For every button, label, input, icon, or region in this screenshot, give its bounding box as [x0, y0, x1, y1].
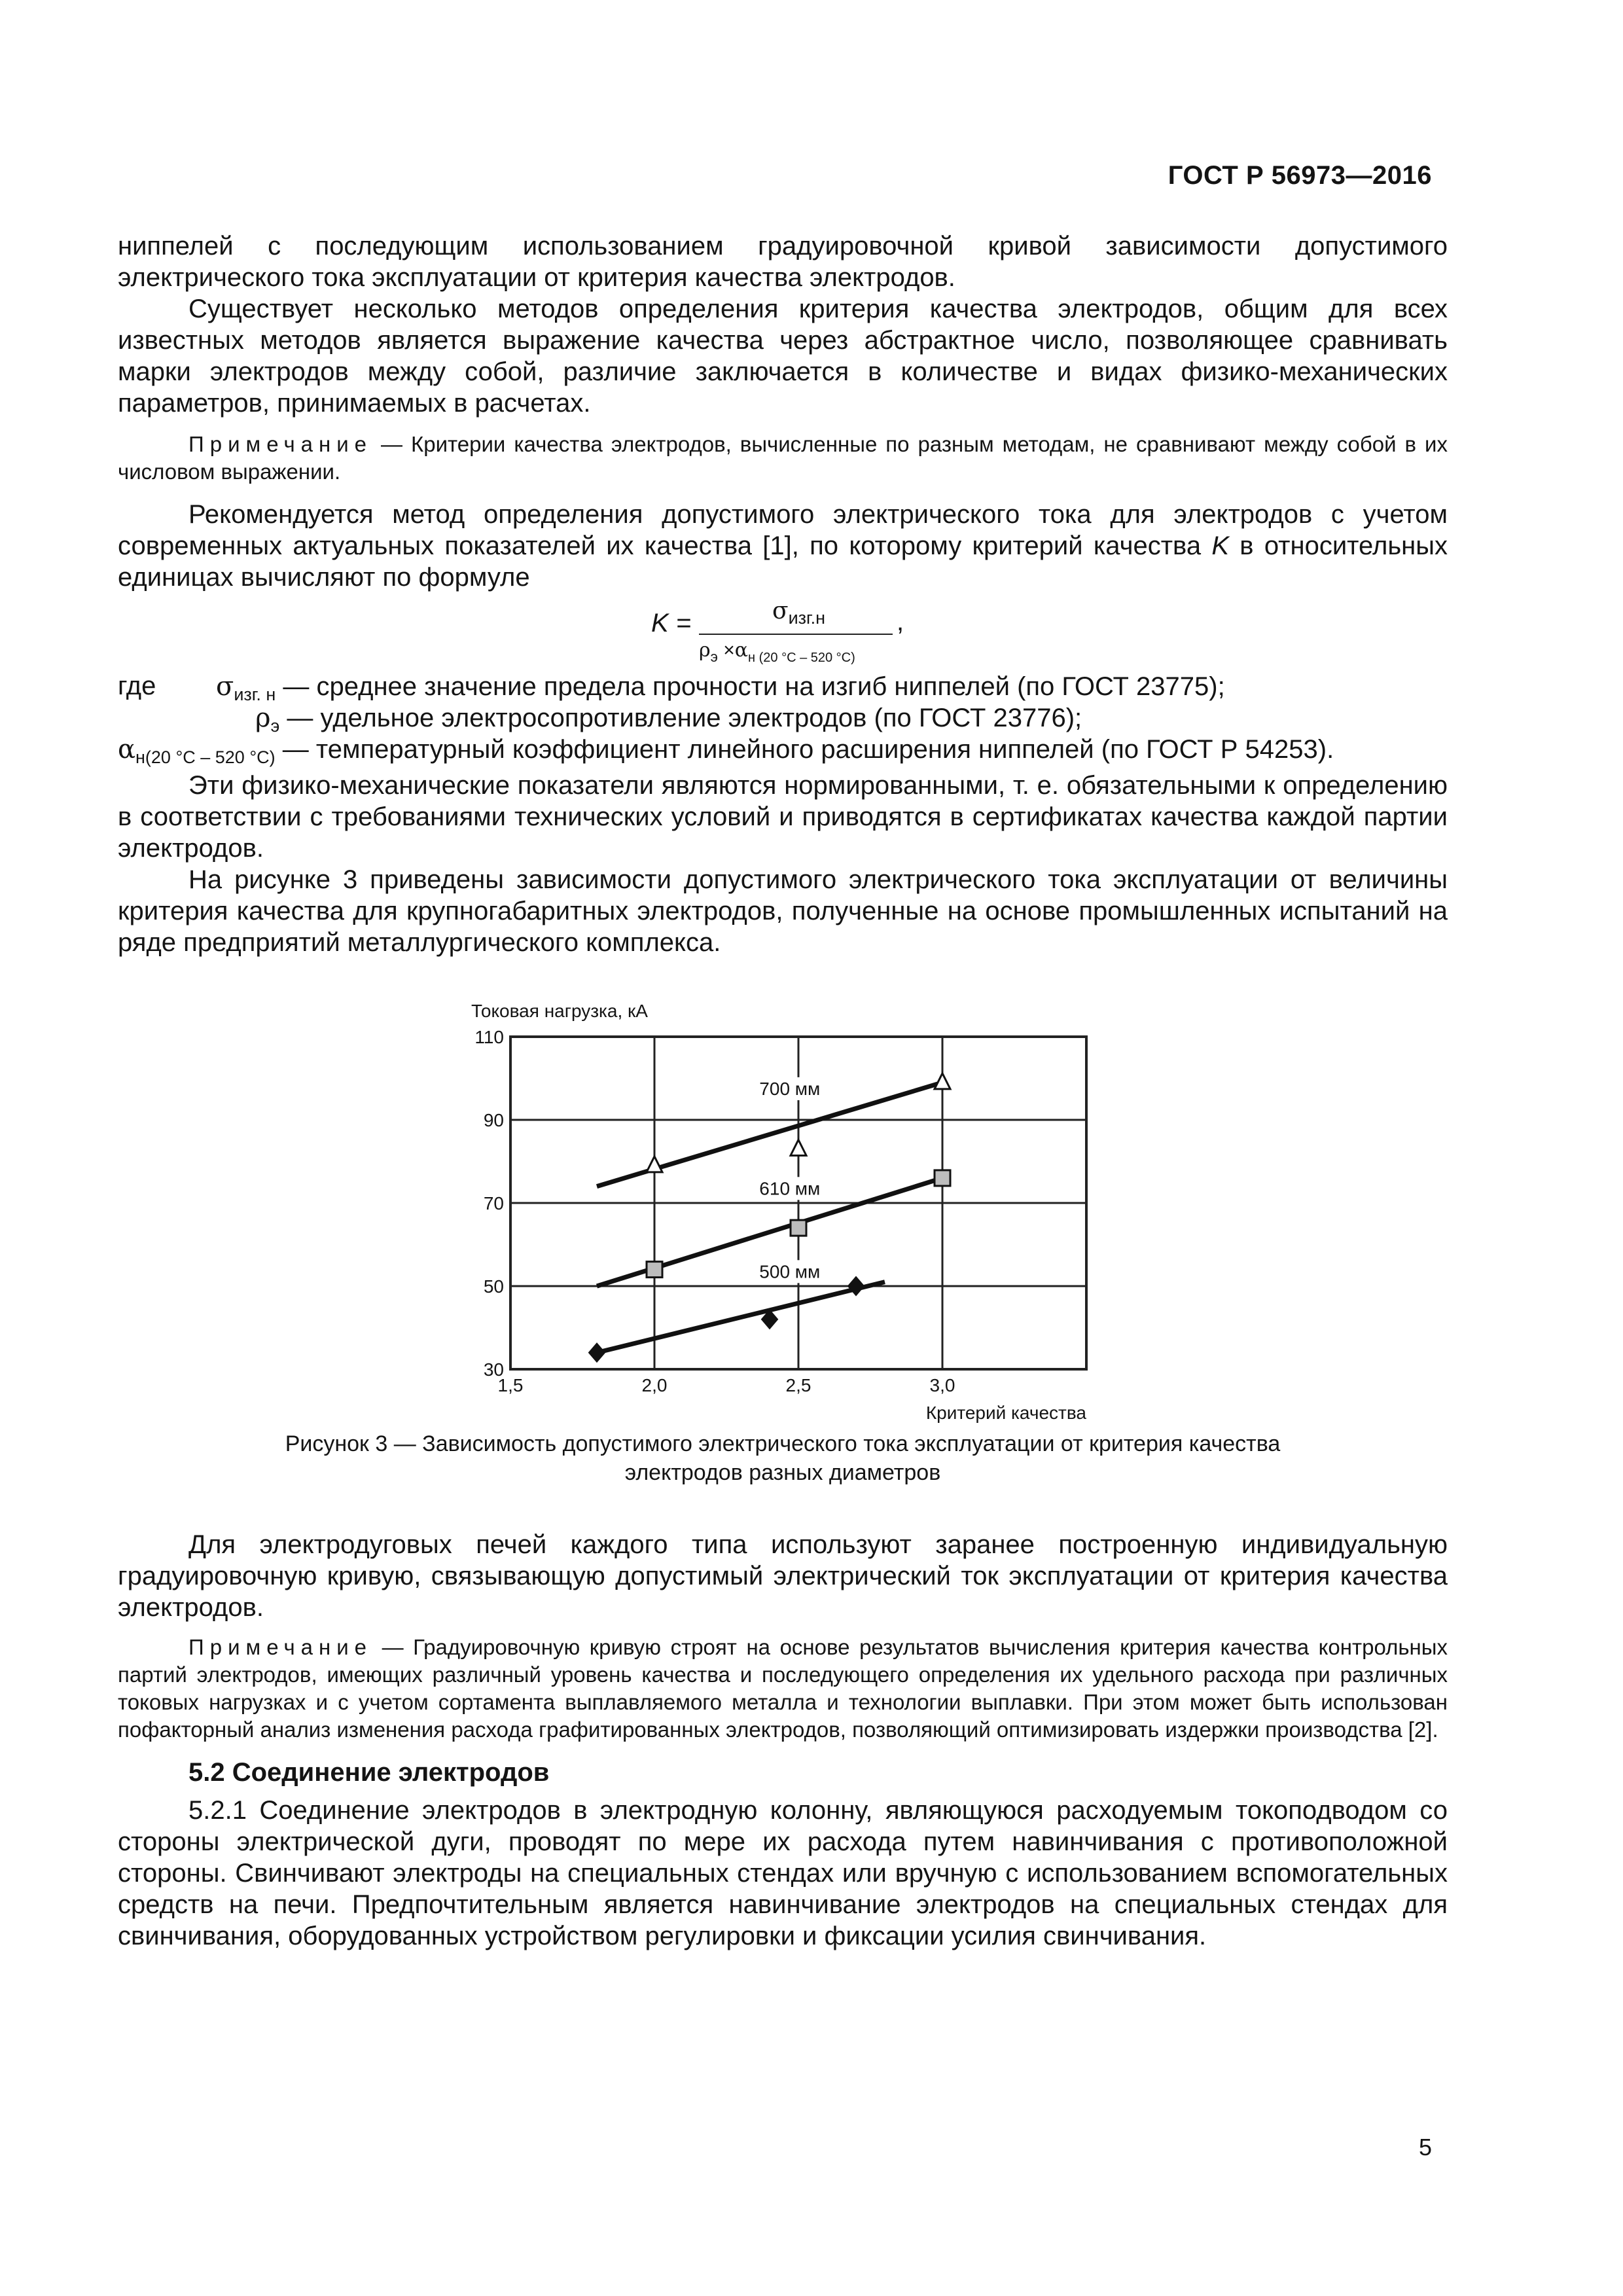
note-2-text: — Градуировочную кривую строят на основе результатов вычисления критерия качества контрольных партий электродов, имеющих различный уровень качества и последующего определения их удельного расхода при различных токовых нагрузках и с учетом сортамента выплавляемого металла и технологии выплавки. При этом может быть использован пофакторный анализ изменения расхода графитированных электродов, позволяющий оптимизировать издержки производства [2].	[118, 1635, 1448, 1742]
formula-trail: ,	[897, 607, 904, 636]
x-tick-label: 1,5	[497, 1375, 524, 1395]
y-tick-label: 70	[483, 1193, 504, 1213]
page-number: 5	[1418, 2134, 1432, 2161]
data-point-triangle	[935, 1073, 950, 1089]
paragraph-4: Эти физико-механические показатели являются нормированными, т. е. обязательными к определению в соответствии с требованиями технических условий и приводятся в сертификатах качества каждой партии электродов.	[118, 771, 1448, 863]
x-tick-label: 2,5	[785, 1375, 812, 1395]
paragraph-3-part-a: Рекомендуется метод определения допустимого электрического тока для электродов с учетом современных актуальных показателей их качества [1], по которому критерий качества	[118, 500, 1448, 560]
paragraph-7: 5.2.1 Соединение электродов в электродную колонну, являющуюся расходуемым токоподводом со стороны электрической дуги, проводят по мере их расхода путем навинчивания с противоположной стороны. Свинчивают электроды на специальных стендах или вручную с использованием вспомогательных средств на печи. Предпочтительным является навинчивание электродов на специальных стендах для свинчивания, оборудованных устройством регулировки и фиксации усилия свинчивания.	[118, 1796, 1448, 1950]
y-axis-label: Токовая нагрузка, кА	[471, 1001, 648, 1021]
y-tick-label: 110	[474, 1027, 504, 1047]
page-content	[118, 230, 1448, 1952]
trend-line	[597, 1282, 885, 1353]
series-label: 610 мм	[759, 1178, 821, 1199]
note-1-label: Примечание	[188, 432, 373, 456]
series-label: 500 мм	[759, 1261, 821, 1282]
data-point-square	[935, 1170, 950, 1186]
formula-numerator: $\sigma_{изг.н}$	[772, 598, 826, 628]
x-tick-label: 2,0	[641, 1375, 668, 1395]
section-title: 5.2 Соединение электродов	[188, 1758, 550, 1787]
fraction-bar	[699, 634, 893, 635]
paragraph-1: ниппелей с последующим использованием градуировочной кривой зависимости допустимого электрического тока эксплуатации от критерия качества электродов.	[118, 232, 1448, 292]
definition-where: где	[118, 672, 156, 700]
definition-rho: $\rho_э$ — удельное электросопротивление электродов (по ГОСТ 23776);	[255, 703, 1082, 736]
paragraph-6: Для электродуговых печей каждого типа используют заранее построенную индивидуальную градуировочную кривую, связывающую допустимый электрический ток эксплуатации от критерия качества электродов.	[118, 1530, 1448, 1622]
series-label: 700 мм	[759, 1078, 821, 1099]
data-point-square	[647, 1262, 662, 1278]
definitions	[118, 672, 1448, 770]
chart	[118, 958, 1448, 1429]
y-tick-label: 90	[483, 1110, 504, 1130]
note-2	[118, 1634, 1448, 1744]
figure-3	[118, 958, 1448, 1429]
note-2-label: Примечание	[188, 1635, 373, 1659]
x-axis-label: Критерий качества	[925, 1403, 1086, 1423]
paragraph-5: На рисунке 3 приведены зависимости допустимого электрического тока эксплуатации от величины критерия качества для крупногабаритных электродов, полученные на основе промышленных испытаний на ряде предприятий металлургического комплекса.	[118, 865, 1448, 957]
data-point-triangle	[647, 1157, 662, 1172]
paragraph-3	[118, 499, 1448, 593]
note-1-text: — Критерии качества электродов, вычисленные по разным методам, не сравнивают между собой в их числовом выражении.	[118, 432, 1448, 484]
document-header: ГОСТ Р 56973—2016	[1168, 161, 1432, 190]
paragraph-3-k: K	[1211, 531, 1230, 560]
data-point-diamond	[589, 1344, 605, 1362]
paragraph-2: Существует несколько методов определения критерия качества электродов, общим для всех известных методов является выражение качества через абстрактное число, позволяющее сравнивать марки электродов между собой, различие заключается в количестве и видах физико-механических параметров, принимаемых в расчетах.	[118, 295, 1448, 418]
definition-sigma: $\sigma_{изг. н}$ — среднее значение предела прочности на изгиб ниппелей (по ГОСТ 23775);	[216, 672, 1225, 704]
formula-denominator: $\rho_э \times\alpha_{н (20 ^\circ С - 520 ^\circ С)}$	[699, 639, 855, 665]
definition-alpha: $\alpha_{н(20 ^\circ С - 520 ^\circ С)}$ — температурный коэффициент линейного расширения ниппелей (по ГОСТ Р 54253).	[118, 734, 1334, 767]
data-point-square	[791, 1220, 806, 1236]
figure-caption-line-1: Рисунок 3 — Зависимость допустимого электрического тока эксплуатации от критерия качества	[285, 1431, 1281, 1456]
formula	[118, 593, 1448, 672]
formula-lhs: K =	[651, 609, 692, 637]
paragraph-3-part-b: в относительных единицах вычисляют по формуле	[118, 531, 1448, 592]
figure-caption-line-2: электродов разных диаметров	[624, 1460, 941, 1485]
data-point-triangle	[791, 1139, 806, 1155]
y-tick-label: 50	[483, 1276, 504, 1297]
note-1	[118, 431, 1448, 486]
y-tick-label: 30	[483, 1359, 504, 1380]
x-tick-label: 3,0	[929, 1375, 955, 1395]
